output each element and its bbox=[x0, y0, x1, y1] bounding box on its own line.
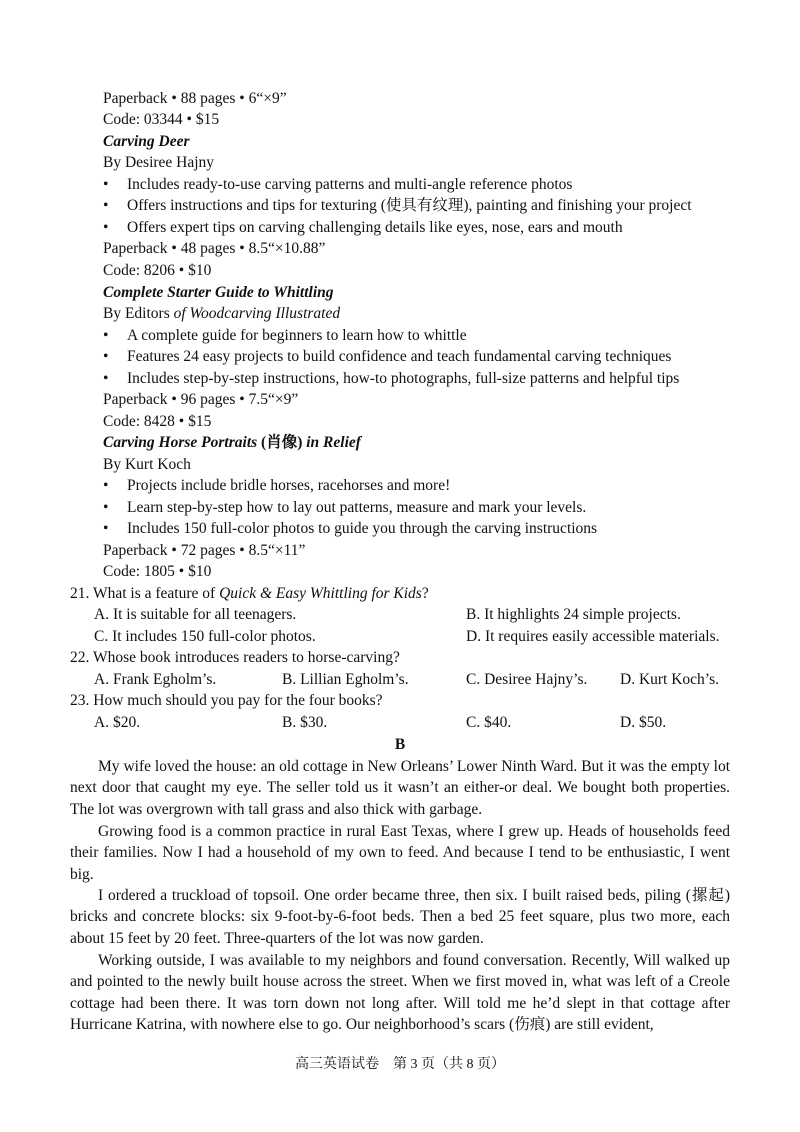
book-title: Carving Deer bbox=[103, 133, 190, 150]
answer-option[interactable]: A. $20. bbox=[94, 714, 141, 731]
question-stem: 21. What is a feature of Quick & Easy Whittling for Kids? bbox=[70, 585, 429, 602]
answer-option[interactable]: D. $50. bbox=[620, 714, 667, 731]
page-footer: 高三英语试卷 第 3 页（共 8 页） bbox=[295, 1057, 505, 1072]
book-author: By Editors of Woodcarving Illustrated bbox=[103, 305, 341, 322]
bullet-icon: • bbox=[103, 499, 109, 516]
bullet-icon: • bbox=[103, 327, 109, 344]
answer-option[interactable]: C. It includes 150 full-color photos. bbox=[94, 628, 316, 645]
book-bullet: • Projects include bridle horses, racehorses and more! bbox=[103, 477, 451, 494]
answer-option[interactable]: C. Desiree Hajny’s. bbox=[466, 671, 588, 688]
book-format: Paperback • 48 pages • 8.5“×10.88” bbox=[103, 240, 326, 257]
book-bullet: • Offers instructions and tips for texturing (使具有纹理), painting and finishing your project bbox=[103, 197, 692, 214]
answer-option[interactable]: D. Kurt Koch’s. bbox=[620, 671, 720, 688]
book-bullet: • Features 24 easy projects to build confidence and teach fundamental carving techniques bbox=[103, 348, 672, 365]
book-bullet: • A complete guide for beginners to learn how to whittle bbox=[103, 327, 467, 344]
bullet-icon: • bbox=[103, 348, 109, 365]
book-bullet: • Includes 150 full-color photos to guide you through the carving instructions bbox=[103, 520, 598, 537]
bullet-icon: • bbox=[103, 197, 109, 214]
bullet-icon: • bbox=[103, 370, 109, 387]
book-title: Carving Horse Portraits (肖像) in Relief bbox=[103, 434, 361, 451]
answer-option[interactable]: B. It highlights 24 simple projects. bbox=[466, 606, 681, 623]
bullet-icon: • bbox=[103, 520, 109, 537]
bullet-icon: • bbox=[103, 477, 109, 494]
book-bullet: • Learn step-by-step how to lay out patterns, measure and mark your levels. bbox=[103, 499, 587, 516]
bullet-icon: • bbox=[103, 219, 109, 236]
answer-option[interactable]: C. $40. bbox=[466, 714, 512, 731]
book-bullet: • Offers expert tips on carving challenging details like eyes, nose, ears and mouth bbox=[103, 219, 623, 236]
book-code: Code: 8206 • $10 bbox=[103, 262, 212, 279]
passage-paragraph: Working outside, I was available to my neighbors and found conversation. Recently, Will walked up and pointed to the newly built house across the street. When we first moved in, what was left of a Creole cottage had been there. It was torn down not long after. Will told me he’d slept in that cottage after Hurricane Katrina, with nowhere else to go. Our neighborhood’s scars (伤痕) are still evident, bbox=[70, 952, 730, 1034]
book-bullet: • Includes ready-to-use carving patterns and multi-angle reference photos bbox=[103, 176, 573, 193]
book-format: Paperback • 72 pages • 8.5“×11” bbox=[103, 542, 306, 559]
bullet-icon: • bbox=[103, 176, 109, 193]
question-stem: 22. Whose book introduces readers to horse-carving? bbox=[70, 649, 400, 666]
book-title: Complete Starter Guide to Whittling bbox=[103, 284, 334, 301]
book-code: Code: 1805 • $10 bbox=[103, 563, 212, 580]
book-author: By Kurt Koch bbox=[103, 456, 191, 473]
section-heading: B bbox=[394, 736, 406, 753]
passage-paragraph: Growing food is a common practice in rural East Texas, where I grew up. Heads of households feed their families. Now I had a household of my own to feed. And because I tend to be enthusiastic, I went big. bbox=[70, 823, 730, 883]
book-format: Paperback • 96 pages • 7.5“×9” bbox=[103, 391, 299, 408]
book-code: Code: 8428 • $15 bbox=[103, 413, 212, 430]
answer-option[interactable]: D. It requires easily accessible materials. bbox=[466, 628, 720, 645]
question-stem: 23. How much should you pay for the four books? bbox=[70, 692, 383, 709]
answer-option[interactable]: A. It is suitable for all teenagers. bbox=[94, 606, 297, 623]
book-author: By Desiree Hajny bbox=[103, 154, 215, 171]
passage-paragraph: My wife loved the house: an old cottage in New Orleans’ Lower Ninth Ward. But it was the empty lot next door that caught my eye. The seller told us it wasn’t an either-or deal. We bought both properties. The lot was overgrown with tall grass and also thick with garbage. bbox=[70, 758, 730, 818]
book-code: Code: 03344 • $15 bbox=[103, 111, 220, 128]
book-bullet: • Includes step-by-step instructions, how-to photographs, full-size patterns and helpful tips bbox=[103, 370, 680, 387]
book-format: Paperback • 88 pages • 6“×9” bbox=[103, 90, 287, 107]
answer-option[interactable]: B. Lillian Egholm’s. bbox=[282, 671, 409, 688]
passage-paragraph: I ordered a truckload of topsoil. One order became three, then six. I built raised beds, piling (摞起) bricks and concrete blocks: six 9-foot-by-6-foot beds. Then a bed 25 feet square, plus two more, each about 15 feet by 20 feet. Three-quarters of the lot was now garden. bbox=[70, 887, 730, 947]
answer-option[interactable]: B. $30. bbox=[282, 714, 328, 731]
answer-option[interactable]: A. Frank Egholm’s. bbox=[94, 671, 217, 688]
